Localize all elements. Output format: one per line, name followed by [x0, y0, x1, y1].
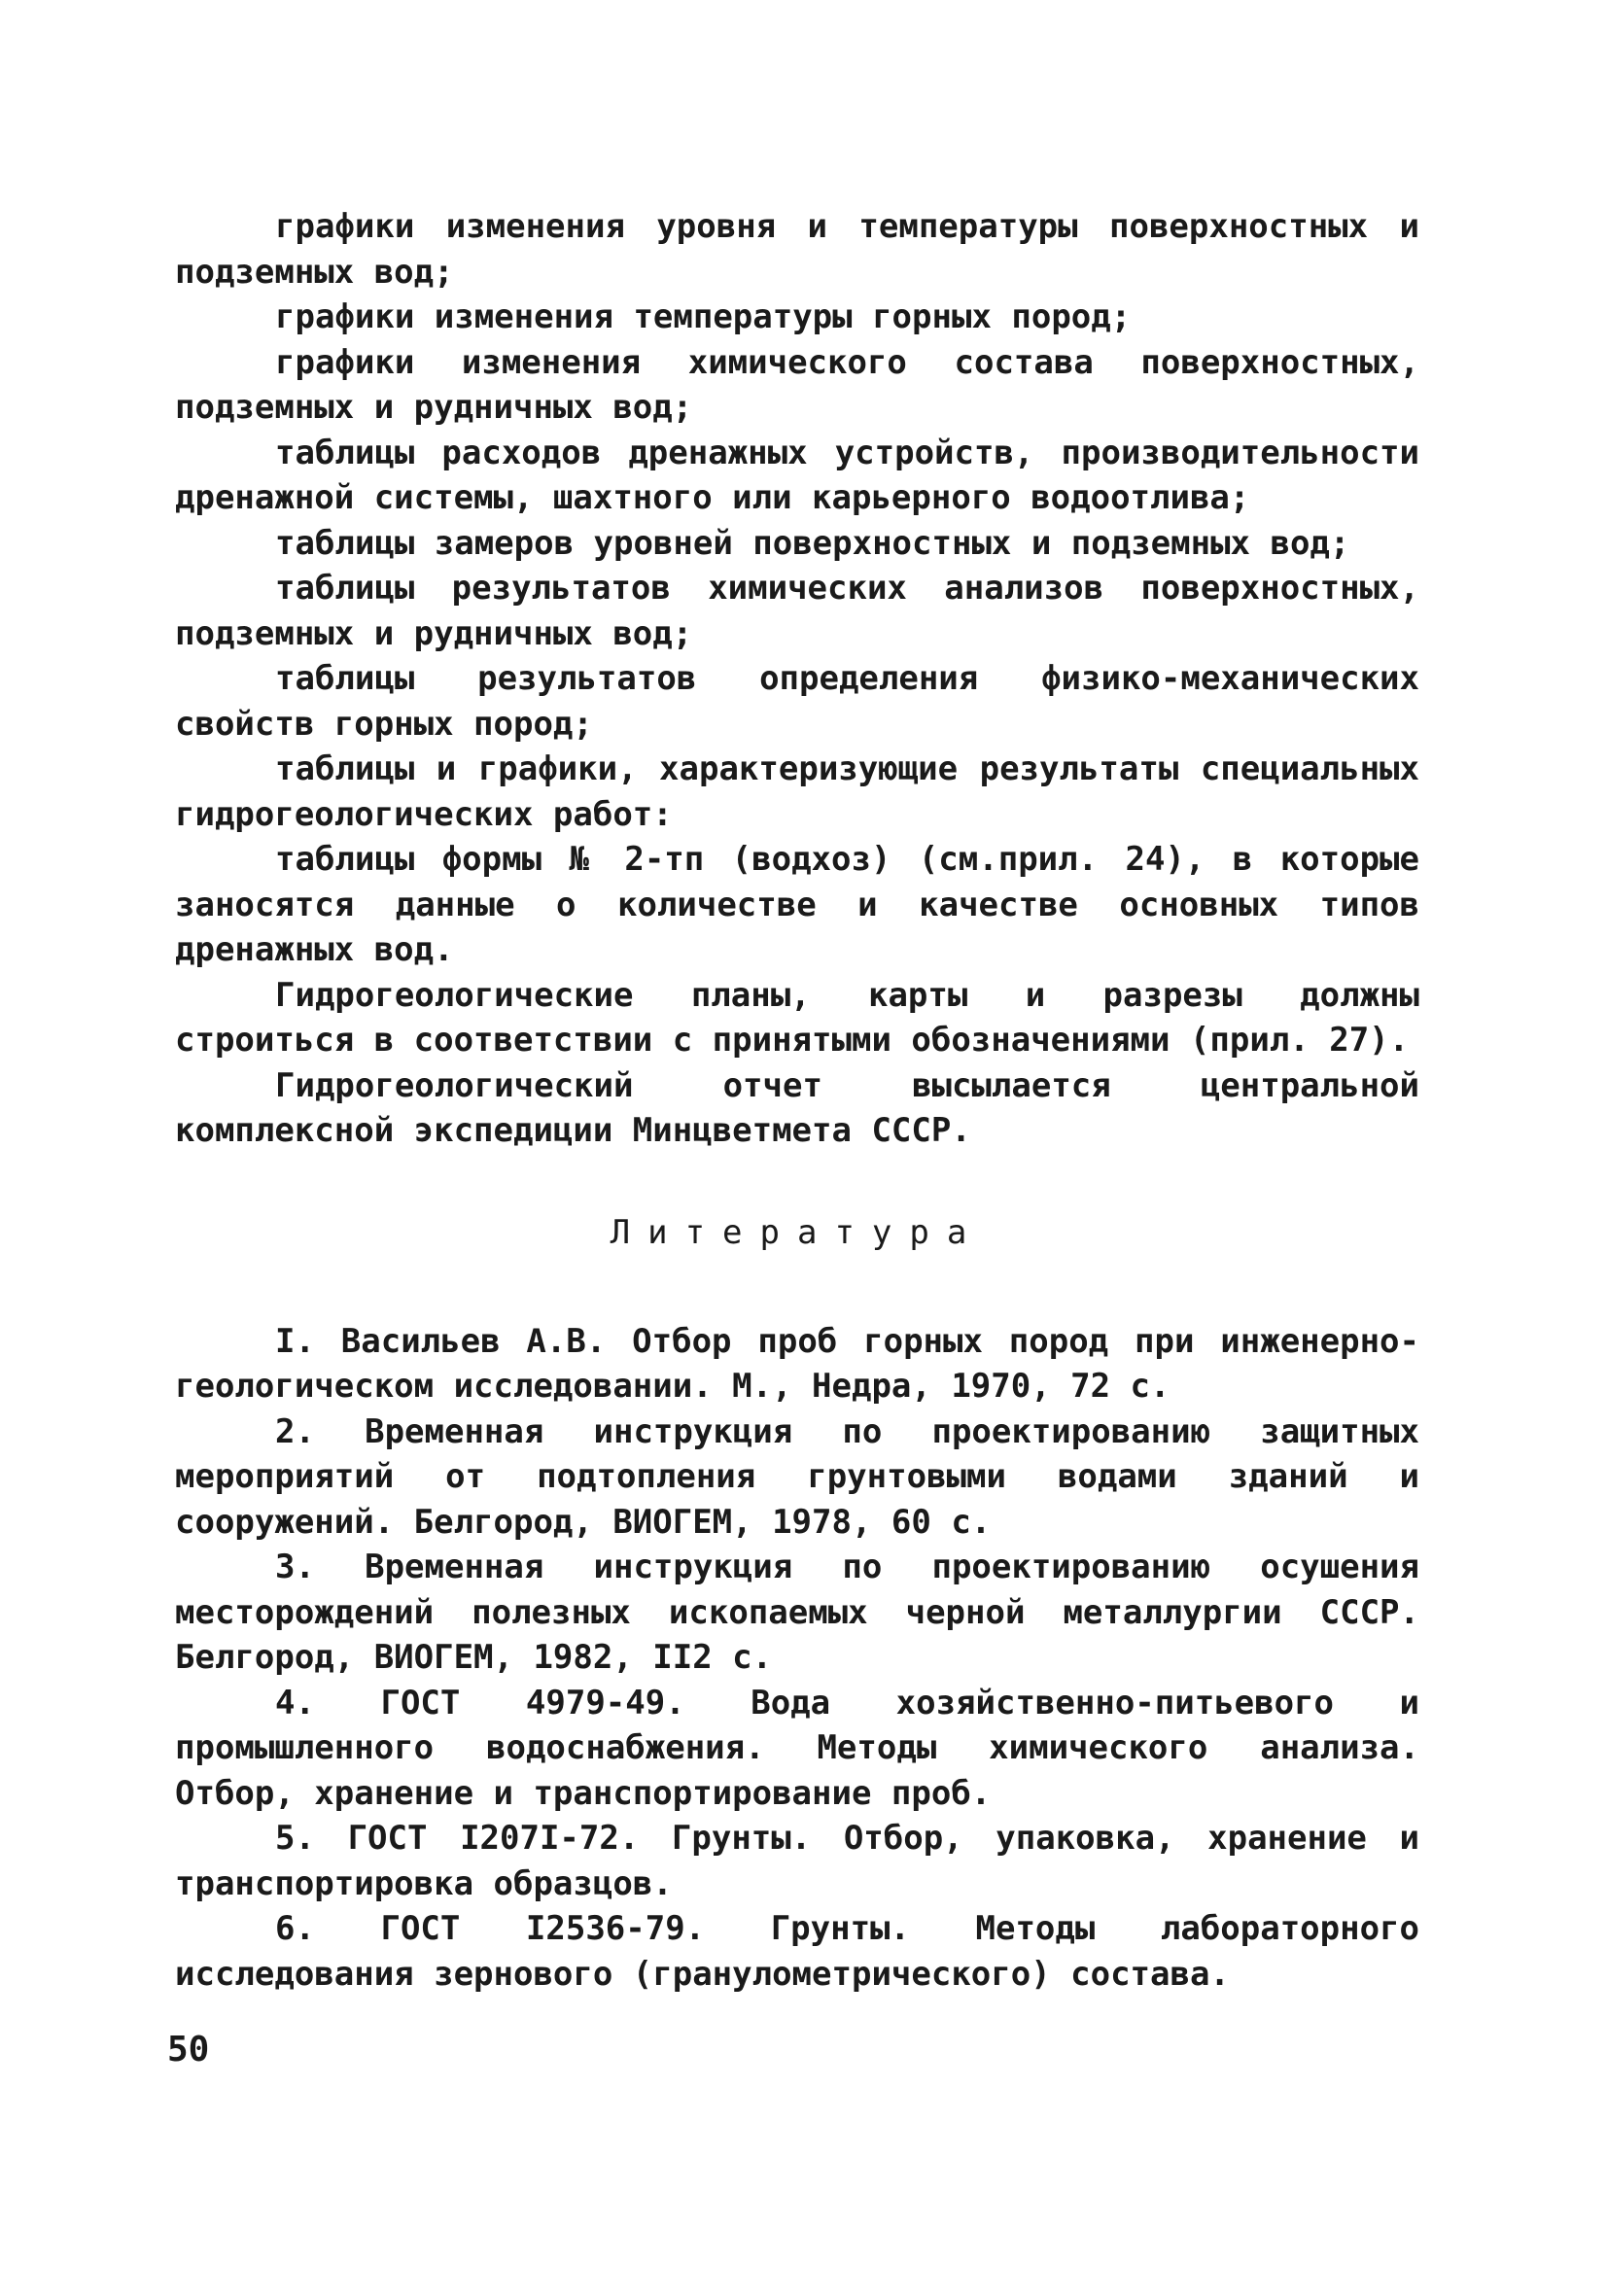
- page-number: 50: [167, 2030, 210, 2070]
- reference-item-4: 4. ГОСТ 4979-49. Вода хозяйственно-питьевого и промышленного водоснабжения. Методы химического анализа. Отбор, хранение и транспортирование проб.: [175, 1683, 1419, 1813]
- paragraph-form-2tp: таблицы формы № 2-тп (водхоз) (см.прил. 24), в которые заносятся данные о количестве и качестве основных типов дренажных вод.: [175, 840, 1419, 969]
- paragraph-hydro-maps: Гидрогеологические планы, карты и разрезы должны строиться в соответствии с принятыми обозначениями (прил. 27).: [175, 975, 1419, 1060]
- references-title: Литература: [610, 1212, 985, 1252]
- paragraph-graphs-water-level: графики изменения уровня и температуры поверхностных и подземных вод;: [175, 207, 1419, 292]
- reference-item-2: 2. Временная инструкция по проектированию защитных мероприятий от подтопления грунтовыми водами зданий и сооружений. Белгород, ВИОГЕМ, 1978, 60 с.: [175, 1411, 1419, 1542]
- paragraph-graphs-rock-temperature: графики изменения температуры горных пород;: [275, 297, 1132, 336]
- reference-item-1: I. Васильев А.В. Отбор проб горных пород при инженерно-геологическом исследовании. М., Недра, 1970, 72 с.: [175, 1321, 1419, 1406]
- reference-item-3: 3. Временная инструкция по проектированию осушения месторождений полезных ископаемых черной металлургии СССР. Белгород, ВИОГЕМ, 1982, II2 с.: [175, 1548, 1419, 1677]
- paragraph-graphs-chemical-composition: графики изменения химического состава поверхностных, подземных и рудничных вод;: [175, 342, 1419, 427]
- paragraph-tables-drainage: таблицы расходов дренажных устройств, производительности дренажной системы, шахтного или карьерного водоотлива;: [175, 433, 1419, 517]
- paragraph-hydro-report: Гидрогеологический отчет высылается центральной комплексной экспедиции Минцветмета СССР.: [175, 1065, 1419, 1150]
- paragraph-tables-chemical-analyses: таблицы результатов химических анализов поверхностных, подземных и рудничных вод;: [175, 569, 1419, 653]
- text-block: [175, 204, 1419, 1997]
- references-heading: [175, 1210, 1419, 1255]
- paragraph-tables-rock-properties: таблицы результатов определения физико-механических свойств горных пород;: [175, 659, 1419, 744]
- reference-item-5: 5. ГОСТ I207I-72. Грунты. Отбор, упаковка, хранение и транспортировка образцов.: [175, 1819, 1419, 1903]
- paragraph-tables-water-levels: таблицы замеров уровней поверхностных и подземных вод;: [275, 523, 1350, 563]
- paragraph-tables-special-works: таблицы и графики, характеризующие результаты специальных гидрогеологических работ:: [175, 749, 1419, 834]
- reference-item-6: 6. ГОСТ I2536-79. Грунты. Методы лабораторного исследования зернового (гранулометрического) состава.: [175, 1909, 1419, 1994]
